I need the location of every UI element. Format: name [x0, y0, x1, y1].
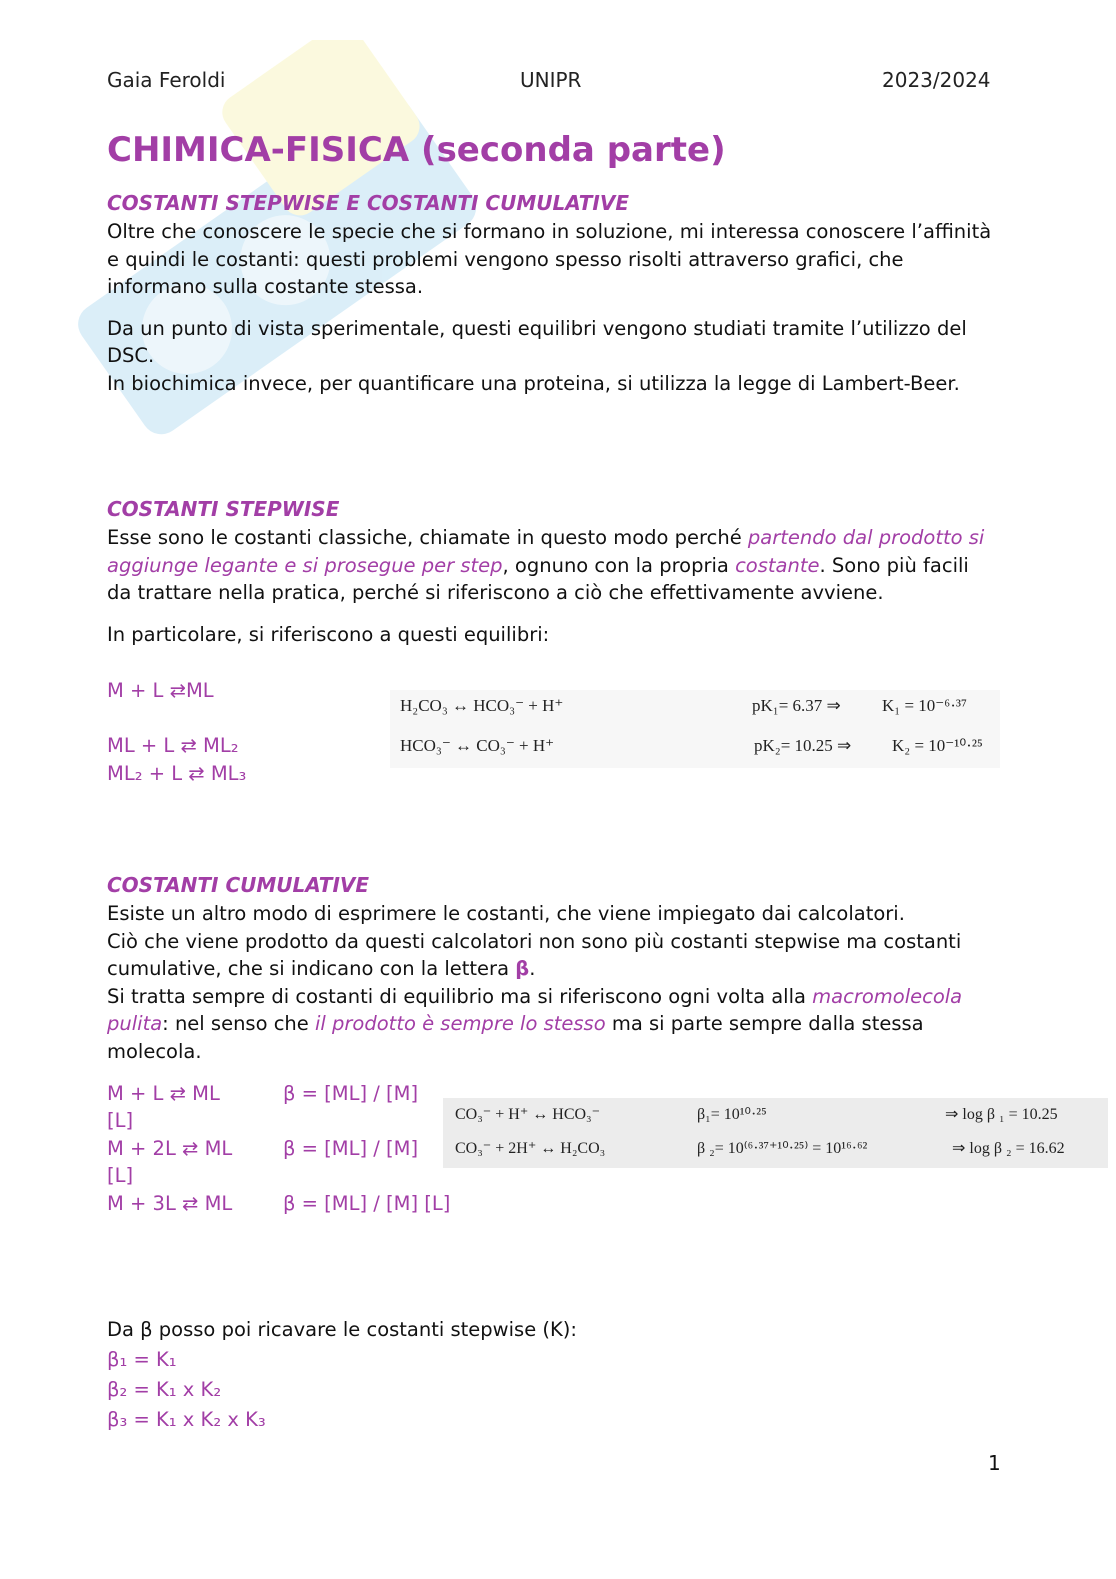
- section1-paragraph-1: Oltre che conoscere le specie che si formano in soluzione, mi interessa conoscere l’affinità e quindi le costanti: questi problemi vengono spesso risolti attraverso grafici, che informano sulla costante stessa.: [107, 220, 992, 298]
- section4-intro: Da β posso poi ricavare le costanti stepwise (K):: [107, 1318, 577, 1341]
- stepwise-equation-2: ML + L ⇄ ML₂: [107, 734, 239, 757]
- img2-log-2: ⇒ log β ₂ = 16.62: [952, 1140, 1065, 1157]
- cumulative-eq-3-beta: β = [ML] / [M] [L]: [283, 1192, 451, 1215]
- header-university: UNIPR: [520, 68, 582, 92]
- page-title: CHIMICA-FISICA (seconda parte): [107, 130, 726, 170]
- img1-k-1: K₁ = 10⁻⁶·³⁷: [882, 696, 967, 715]
- img1-pk-1: pK₁= 6.37 ⇒: [752, 696, 841, 715]
- cumulative-eq-2-beta: β = [ML] / [M]: [283, 1137, 419, 1160]
- cumulative-eq-1-reaction: M + L ⇄ ML: [107, 1082, 220, 1105]
- section3-line-1: Esiste un altro modo di esprimere le costanti, che viene impiegato dai calcolatori.: [107, 902, 905, 925]
- section2-paragraph: Esse sono le costanti classiche, chiamate in questo modo perché partendo dal prodotto si aggiunge legante e si prosegue per step, ognuno con la propria costante. Sono più facili da trattare nella pratica, perché si riferiscono a ciò che effettivamente avviene.: [107, 526, 985, 604]
- img1-k-2: K₂ = 10⁻¹⁰·²⁵: [892, 736, 983, 755]
- cumulative-eq-2-reaction: M + 2L ⇄ ML: [107, 1137, 233, 1160]
- beta-relation-1: β₁ = K₁: [107, 1348, 177, 1371]
- highlight-costante: costante: [735, 553, 820, 577]
- page-number: 1: [988, 1451, 1001, 1475]
- stepwise-equation-1: M + L ⇄ML: [107, 679, 214, 702]
- section3-body: [107, 900, 1007, 1065]
- section3-line-2: Ciò che viene prodotto da questi calcolatori non sono più costanti stepwise ma costanti cumulative, che si indicano con la lettera β.: [107, 929, 962, 980]
- cumulative-eq-2-cont: [L]: [107, 1164, 134, 1187]
- header-author: Gaia Feroldi: [107, 68, 226, 92]
- header-year: 2023/2024: [882, 68, 991, 92]
- section1-body: [107, 218, 1007, 397]
- img1-reaction-1: H₂CO₃ ↔ HCO₃⁻ + H⁺: [400, 696, 564, 715]
- img2-beta-1: β₁= 10¹⁰·²⁵: [697, 1106, 767, 1123]
- section1-paragraph-3: In biochimica invece, per quantificare una proteina, si utilizza la legge di Lambert-Beer.: [107, 371, 960, 395]
- beta-relation-2: β₂ = K₁ x K₂: [107, 1378, 222, 1401]
- section2-intro: In particolare, si riferiscono a questi equilibri:: [107, 622, 550, 646]
- highlight-prodotto: il prodotto è sempre lo stesso: [315, 1012, 606, 1035]
- section1-paragraph-2: Da un punto di vista sperimentale, questi equilibri vengono studiati tramite l’utilizzo del DSC.: [107, 316, 967, 367]
- img2-reaction-2: CO₃⁻ + 2H⁺ ↔ H₂CO₃: [455, 1140, 606, 1157]
- cumulative-eq-1-cont: [L]: [107, 1109, 134, 1132]
- section2-body: [107, 524, 987, 648]
- highlight-step-process: partendo dal prodotto si aggiunge legante e si prosegue per step: [107, 526, 985, 577]
- cumulative-eq-3-reaction: M + 3L ⇄ ML: [107, 1192, 233, 1215]
- cumulative-eq-1-beta: β = [ML] / [M]: [283, 1082, 419, 1105]
- beta-relation-3: β₃ = K₁ x K₂ x K₃: [107, 1408, 266, 1431]
- img2-beta-2: β ₂= 10⁽⁶·³⁷⁺¹⁰·²⁵⁾ = 10¹⁶·⁶²: [697, 1140, 868, 1157]
- carbonate-cumulative-image: [443, 1098, 1108, 1168]
- beta-symbol: β: [515, 957, 530, 980]
- section3-line-3: Si tratta sempre di costanti di equilibrio ma si riferiscono ogni volta alla macromolecola pulita: nel senso che il prodotto è sempre lo stesso ma si parte sempre dalla stessa molecola.: [107, 984, 963, 1063]
- section-heading-cumulative: COSTANTI CUMULATIVE: [107, 873, 370, 897]
- stepwise-equation-3: ML₂ + L ⇄ ML₃: [107, 762, 247, 785]
- img2-log-1: ⇒ log β ₁ = 10.25: [945, 1106, 1058, 1123]
- img2-reaction-1: CO₃⁻ + H⁺ ↔ HCO₃⁻: [455, 1106, 601, 1123]
- carbonic-acid-equilibria-image: [390, 690, 1000, 768]
- section-heading-stepwise-cumulative: COSTANTI STEPWISE E COSTANTI CUMULATIVE: [107, 191, 629, 215]
- section-heading-stepwise: COSTANTI STEPWISE: [107, 497, 340, 521]
- img1-reaction-2: HCO₃⁻ ↔ CO₃⁻ + H⁺: [400, 736, 555, 755]
- highlight-macromolecola: macromolecola pulita: [107, 984, 963, 1035]
- img1-pk-2: pK₂= 10.25 ⇒: [754, 736, 852, 755]
